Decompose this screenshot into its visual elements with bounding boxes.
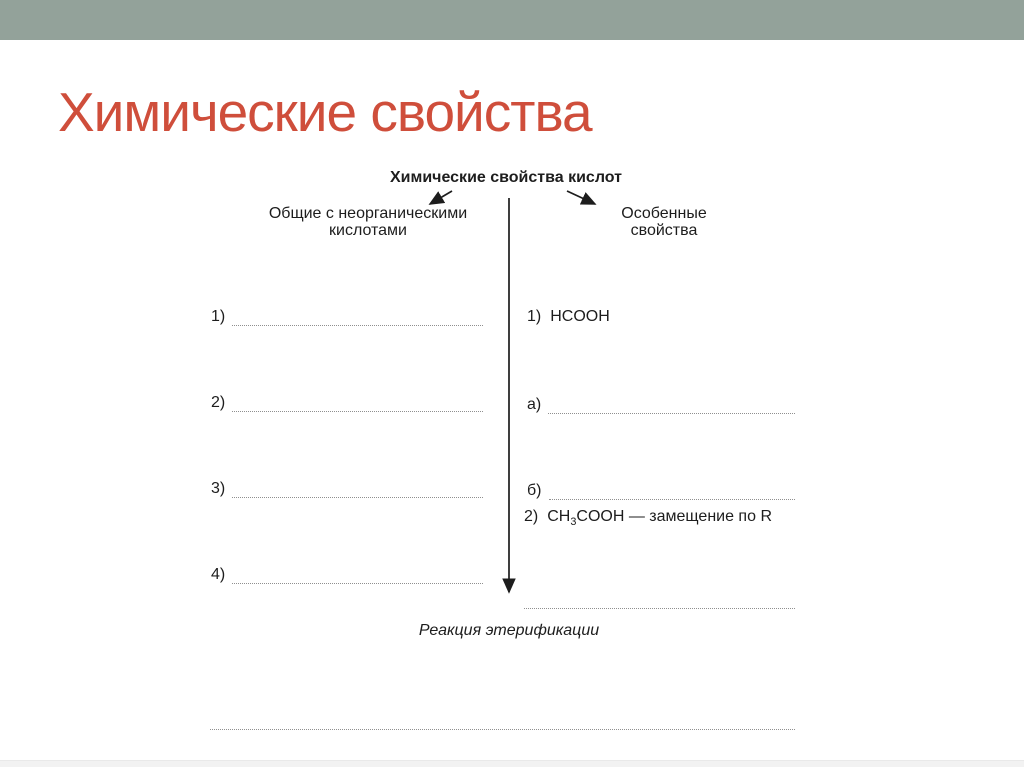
answer-blank-line [524,594,795,609]
formula-post: COOH — замещение по R [576,508,772,525]
right-branch-label-line2: свойства [630,222,698,239]
left-item-row-4 [211,566,483,584]
formula-pre: CH [547,508,571,525]
slide-title: Химические свойства [58,81,592,143]
right-item-row-1 [527,308,610,326]
right-item-row-b [527,482,795,500]
arrow-down-left-icon [430,191,452,204]
answer-blank-line [232,568,483,584]
item-label: 4) [211,566,226,583]
answer-blank-line [232,482,483,498]
answer-blank-line [232,310,483,326]
item-label: 1) [211,308,226,325]
right-branch-label [590,205,738,239]
item-label: 2) [524,508,539,525]
formula-ch3cooh [545,508,772,529]
left-item-row-1 [211,308,483,326]
item-label: 3) [211,480,226,497]
diagram-heading: Химические свойства кислот [390,169,622,186]
formula-subscript: 3 [570,516,577,529]
item-label: 1) [527,308,542,325]
footer-bar [0,760,1024,767]
answer-blank-line [232,396,483,412]
right-item-row-a [527,396,795,414]
left-item-row-2 [211,394,483,412]
left-branch-label-line2: кислотами [329,222,407,239]
left-branch-label [243,205,493,239]
left-item-row-3 [211,480,483,498]
item-label: а) [527,396,542,413]
arrow-down-right-icon [567,191,595,204]
item-label: 2) [211,394,226,411]
answer-blank-line [549,484,796,500]
etherification-reaction-label: Реакция этерификации [418,622,600,639]
right-item-row-2 [524,508,772,529]
right-branch-label-line1: Особенные [621,205,707,222]
answer-blank-line [210,715,795,730]
left-branch-label-line1: Общие с неорганическими [268,205,468,222]
formula-hcooh: HCOOH [550,308,610,325]
item-label: б) [527,482,542,499]
answer-blank-line [548,398,795,414]
